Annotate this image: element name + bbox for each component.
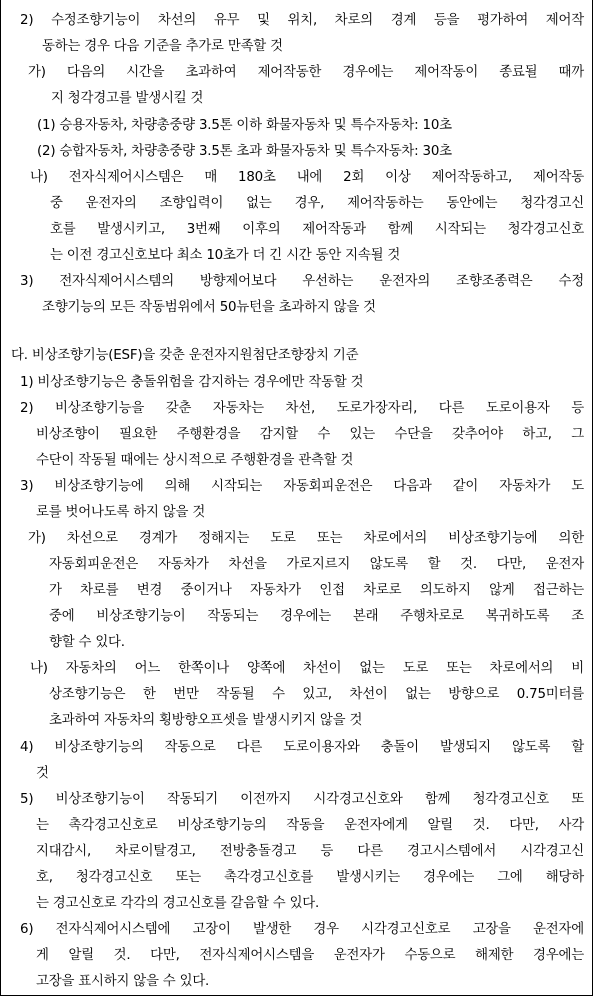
esf-ga-line-5: 향할 수 있다. [49,635,125,650]
esf-na-line-2: 상조향기능은 한 번만 작동될 수 있고, 차선이 없는 방향으로 0.75미터를 [49,687,584,702]
esf-item-5-line-1: 5) 비상조향기능이 작동되기 이전까지 시각경고신호와 함께 청각경고신호 또 [20,792,584,807]
esf-na-line-3: 초과하여 자동차의 횡방향오프셋을 발생시키지 않을 것 [49,713,363,728]
item-na-line-2: 중 운전자의 조향입력이 없는 경우, 제어작동하는 동안에는 청각경고신 [50,196,584,211]
item-3-line-2: 조향기능의 모든 작동범위에서 50뉴턴을 초과하지 않을 것 [42,300,376,315]
item-na-line-1: 나) 전자식제어시스템은 매 180초 내에 2회 이상 제어작동하고, 제어작동 [30,170,584,185]
item-ga-line-1: 가) 다음의 시간을 초과하여 제어작동한 경우에는 제어작동이 종료될 때까 [28,65,584,80]
esf-ga-line-3: 가 차로를 변경 중이거나 자동차가 인접 차로로 의도하지 않게 접근하는 [49,583,584,598]
esf-item-6-line-1: 6) 전자식제어시스템에 고장이 발생한 경우 시각경고신호로 고장을 운전자에 [20,922,584,937]
esf-item-5-line-5: 는 경고신호로 각각의 경고신호를 갈음할 수 있다. [36,896,320,911]
esf-item-5-line-3: 지대감시, 차로이탈경고, 전방충돌경고 등 다른 경고시스템에서 시각경고신 [36,844,584,859]
esf-ga-line-1: 가) 차선으로 경계가 정해지는 도로 또는 차로에서의 비상조향기능에 의한 [28,531,584,546]
esf-item-2-line-3: 수단이 작동될 때에는 상시적으로 주행환경을 관측할 것 [36,453,354,468]
esf-item-1: 1) 비상조향기능은 충돌위험을 감지하는 경우에만 작동할 것 [20,375,364,390]
esf-item-5-line-2: 는 촉각경고신호로 비상조향기능의 작동을 운전자에게 알릴 것. 다만, 사각 [36,818,584,833]
item-2-line-2: 동하는 경우 다음 기준을 추가로 만족할 것 [42,39,283,54]
item-na-line-4: 는 이전 경고신호보다 최소 10초가 더 긴 시간 동안 지속될 것 [50,248,401,263]
item-1-sub: (1) 승용자동차, 차량총중량 3.5톤 이하 화물자동차 및 특수자동차: 10초 [37,118,452,133]
esf-item-6-line-2: 게 알릴 것. 다만, 전자식제어시스템을 운전자가 수동으로 해제한 경우에는 [36,948,584,963]
esf-item-5-line-4: 호, 청각경고신호 또는 촉각경고신호를 발생시키는 경우에는 그에 해당하 [36,870,584,885]
item-2-sub: (2) 승합자동차, 차량총중량 3.5톤 초과 화물자동차 및 특수자동차: 30초 [37,144,452,159]
esf-ga-line-2: 자동회피운전은 자동차가 차선을 가로지르지 않도록 할 것. 다만, 운전자 [49,557,584,572]
esf-ga-line-4: 중에 비상조향기능이 작동되는 경우에는 본래 주행차로로 복귀하도록 조 [49,609,584,624]
item-3-line-1: 3) 전자식제어시스템의 방향제어보다 우선하는 운전자의 조향조종력은 수정 [20,274,584,289]
section-da-heading: 다. 비상조향기능(ESF)을 갖춘 운전자지원첨단조향장치 기준 [11,348,359,363]
esf-item-6-line-3: 고장을 표시하지 않을 수 있다. [36,974,210,989]
esf-na-line-1: 나) 자동차의 어느 한쪽이나 양쪽에 차선이 없는 도로 또는 차로에서의 비 [30,661,584,676]
esf-item-2-line-1: 2) 비상조향기능을 갖춘 자동차는 차선, 도로가장자리, 다른 도로이용자 등 [20,401,584,416]
esf-item-4-line-1: 4) 비상조향기능의 작동으로 다른 도로이용자와 충돌이 발생되지 않도록 할 [20,740,584,755]
esf-item-3-line-2: 로를 벗어나도록 하지 않을 것 [36,505,206,520]
esf-item-2-line-2: 비상조향이 필요한 주행환경을 감지할 수 있는 수단을 갖추어야 하고, 그 [36,427,584,442]
item-na-line-3: 호를 발생시키고, 3번째 이후의 제어작동과 함께 시작되는 청각경고신호 [50,222,584,237]
item-ga-line-2: 지 청각경고를 발생시킬 것 [51,91,204,106]
esf-item-3-line-1: 3) 비상조향기능에 의해 시작되는 자동회피운전은 다음과 같이 자동차가 도 [20,479,584,494]
esf-item-4-line-2: 것 [36,766,49,781]
item-2-line-1: 2) 수정조향기능이 차선의 유무 및 위치, 차로의 경계 등을 평가하여 제어작 [20,13,584,28]
